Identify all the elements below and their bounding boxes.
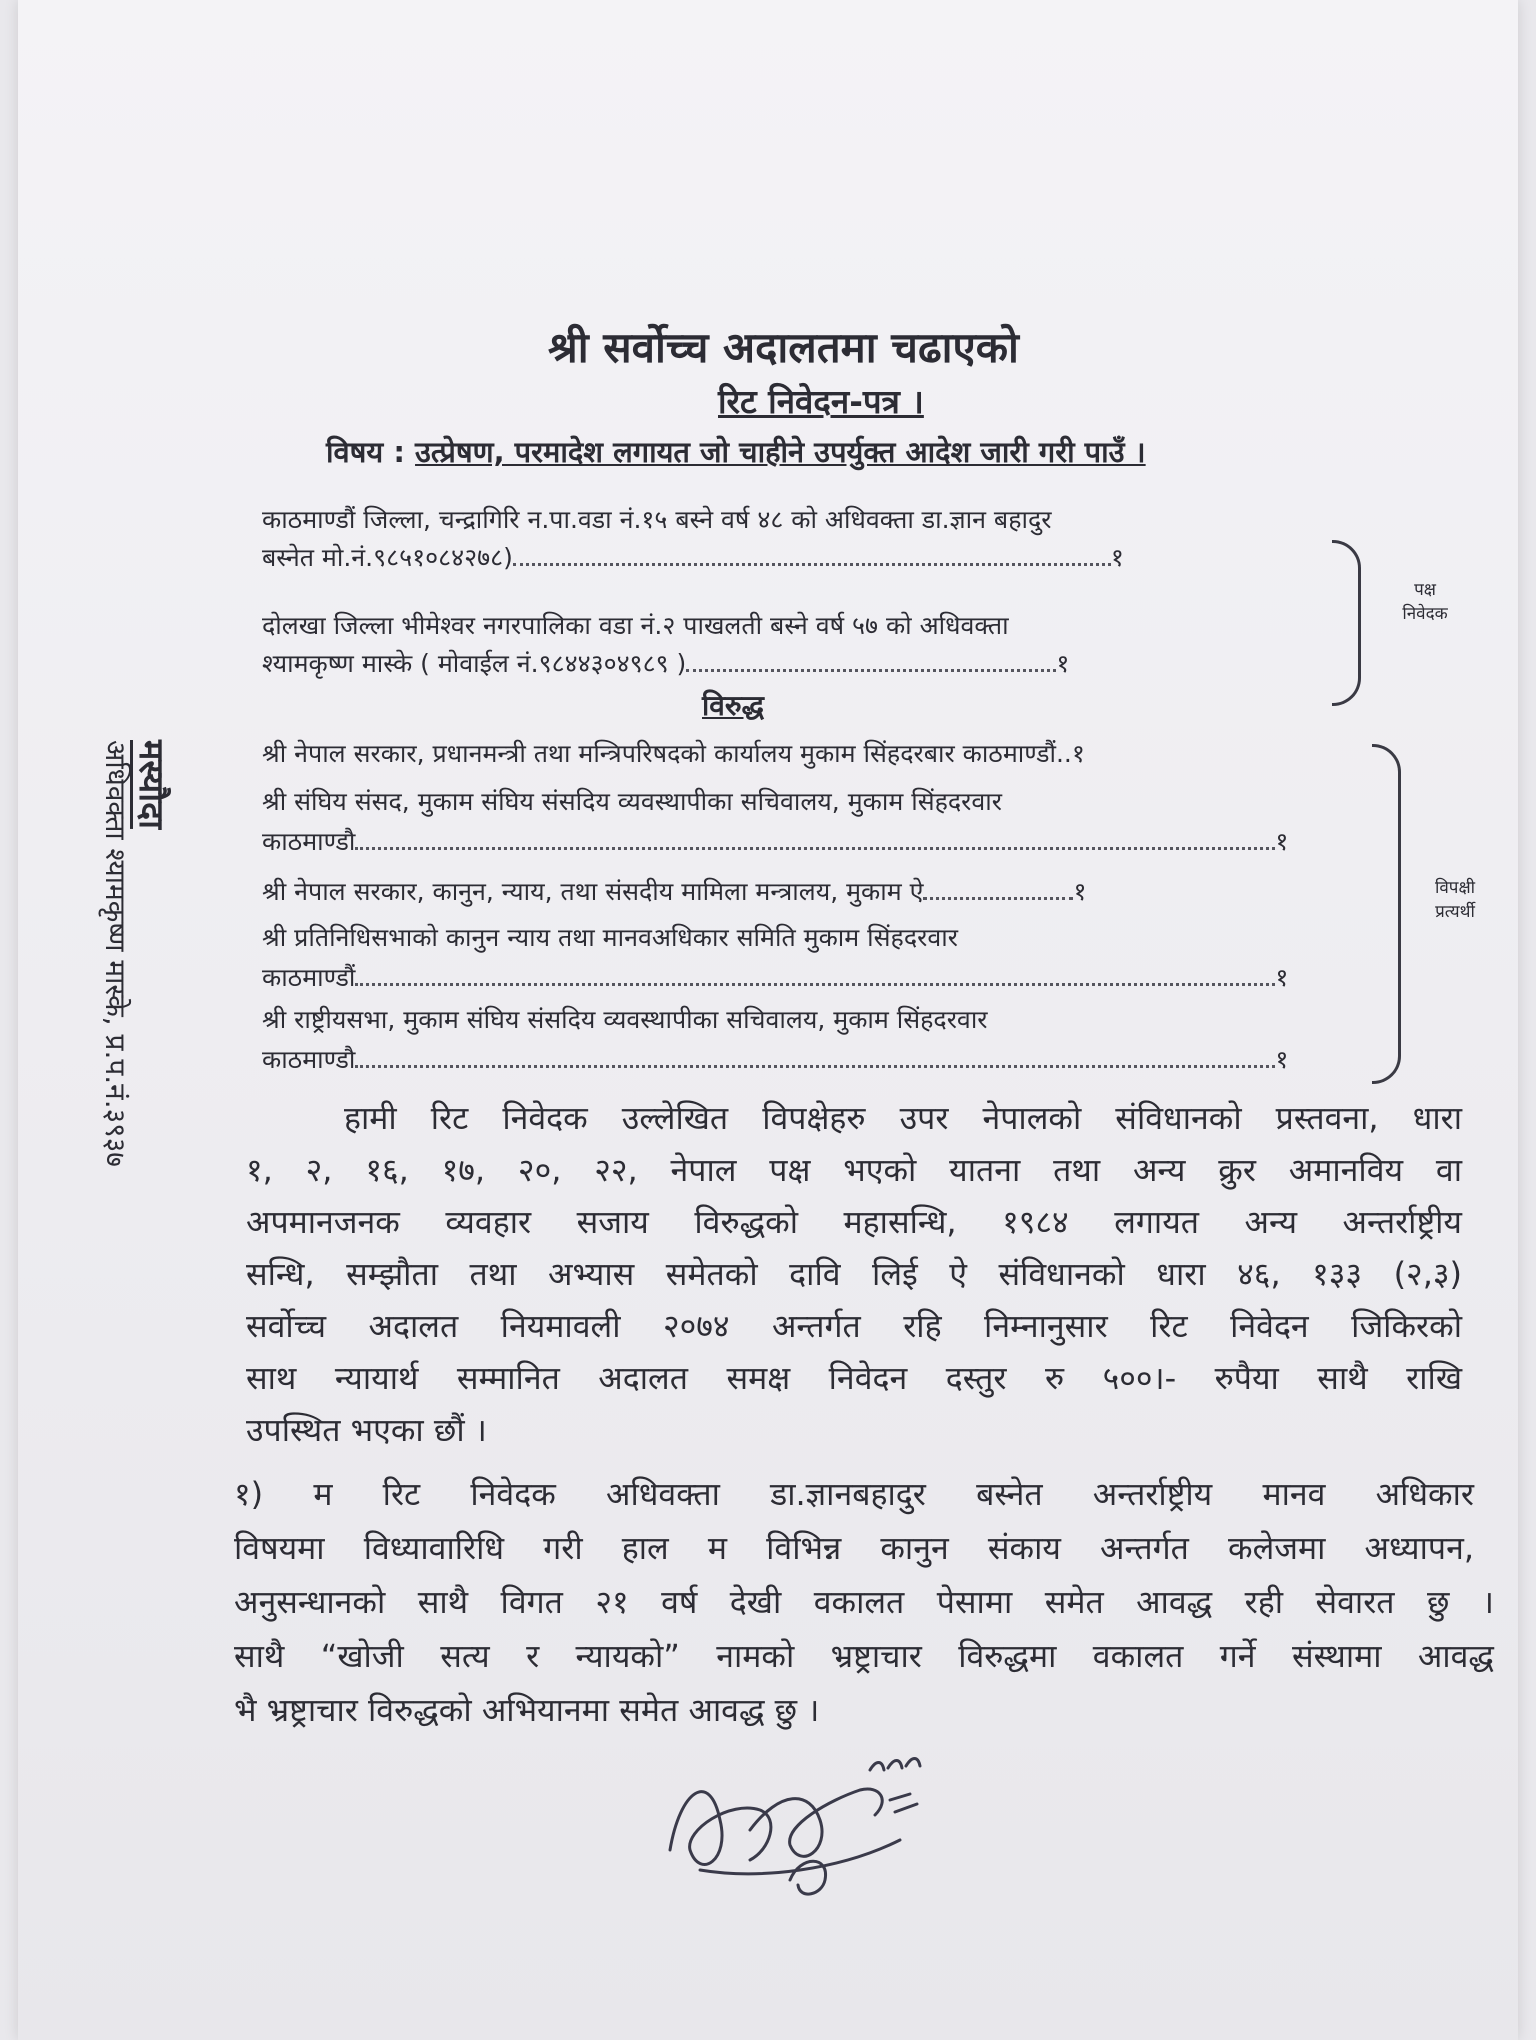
respondent-side-label [1416,876,1494,924]
respondent-5-number: १ [1275,1045,1289,1074]
respondent-4-line-1: श्री प्रतिनिधिसभाको कानुन न्याय तथा मानवअधिकार समिति मुकाम सिंहदरवार [262,923,958,952]
body-line: सन्धि, सम्झौता तथा अभ्यास समेतको दावि लिई ऐ संविधानको धारा ४६, १३३ (२,३) [246,1255,1462,1293]
margin-note [128,740,174,829]
petitioner-1-line-2 [262,540,1124,574]
respondent-5-line-1: श्री राष्ट्रीयसभा, मुकाम संघिय संसदिय व्यवस्थापीका सचिवालय, मुकाम सिंहदरवार [262,1005,988,1034]
respondent-4-line-2 [262,960,1288,994]
margin-note-title: मस्यौदा [131,740,171,829]
versus-label: विरुद्ध [702,689,764,722]
side-label-line: पक्ष [1414,580,1436,600]
petitioner-2-text: श्यामकृष्ण मास्के ( मोवाईल नं.९८४४३०४९८९ ) [262,649,687,678]
point-1-line: विषयमा विध्यावारिधि गरी हाल म विभिन्न कानुन संकाय अन्तर्गत कलेजमा अध्यापन, [234,1529,1474,1567]
body-line: सर्वोच्च अदालत नियमावली २०७४ अन्तर्गत रहि निम्नानुसार रिट निवेदन जिकिरको [246,1307,1462,1345]
respondent-3-text: श्री नेपाल सरकार, कानुन, न्याय, तथा संसदीय मामिला मन्त्रालय, मुकाम ऐ [262,877,924,906]
point-1-line: भै भ्रष्ट्राचार विरुद्धको अभियानमा समेत आवद्ध छु । [234,1691,820,1729]
subject-prefix: विषय : [326,435,405,469]
dot-leader [923,897,1073,900]
dot-leader [686,669,1056,672]
petitioner-1-line-1: काठमाण्डौं जिल्ला, चन्द्रागिरि न.पा.वडा नं.१५ बस्ने वर्ष ४८ को अधिवक्ता डा.ज्ञान बहादुर [262,505,1052,534]
signature-scribble [640,1730,980,1910]
dot-leader [355,1065,1275,1068]
document-subtitle: रिट निवेदन-पत्र । [718,382,924,421]
margin-note-text: अधिवक्ता श्यामकृष्ण मास्के, प्र.प.नं.३९३७ [99,740,132,1167]
respondent-4-number: १ [1275,963,1289,992]
dot-leader [355,983,1275,986]
document-title: श्री सर्वोच्च अदालतमा चढाएको [548,323,1019,372]
petitioner-1-number: १ [1110,543,1124,572]
respondent-5-line-2 [262,1042,1288,1076]
side-label-line: विपक्षी [1434,878,1476,898]
respondent-3-number: १ [1073,877,1087,906]
body-line: अपमानजनक व्यवहार सजाय विरुद्धको महासन्धि, १९८४ लगायत अन्य अन्तर्राष्ट्रीय [246,1203,1462,1241]
respondent-2-line-1: श्री संघिय संसद, मुकाम संघिय संसदिय व्यवस्थापीका सचिवालय, मुकाम सिंहदरवार [262,787,1002,816]
body-line: उपस्थित भएका छौं । [246,1411,487,1449]
respondent-bracket [1372,744,1401,1084]
dot-leader [355,847,1275,850]
side-label-line: प्रत्यर्थी [1435,902,1475,922]
respondent-5-text: काठमाण्डौ [262,1045,356,1074]
point-1-line: साथै “खोजी सत्य र न्यायको” नामको भ्रष्ट्राचार विरुद्धमा वकालत गर्ने संस्थामा आवद्ध [234,1637,1494,1675]
respondent-3 [262,874,1086,908]
point-1-line: १) म रिट निवेदक अधिवक्ता डा.ज्ञानबहादुर बस्नेत अन्तर्राष्ट्रीय मानव अधिकार [234,1475,1474,1513]
petitioner-2-line-1: दोलखा जिल्ला भीमेश्वर नगरपालिका वडा नं.२ पाखलती बस्ने वर्ष ५७ को अधिवक्ता [262,611,1009,640]
petitioner-1-text: बस्नेत मो.नं.९८५१०८४२७८) [262,543,513,572]
dot-leader [513,563,1111,566]
petitioner-2-line-2 [262,646,1069,680]
side-label-line: निवेदक [1402,604,1448,624]
respondent-2-number: १ [1275,827,1289,856]
subject-text: उत्प्रेषण, परमादेश लगायत जो चाहीने उपर्युक्त आदेश जारी गरी पाउँ । [415,435,1146,469]
respondent-1: श्री नेपाल सरकार, प्रधानमन्त्री तथा मन्त्रिपरिषदको कार्यालय मुकाम सिंहदरबार काठमाण्डौं..१ [262,739,1085,768]
respondent-4-text: काठमाण्डौं [262,963,356,992]
respondent-2-text: काठमाण्डौ [262,827,356,856]
respondent-2-line-2 [262,824,1288,858]
body-line: १, २, १६, १७, २०, २२, नेपाल पक्ष भएको यातना तथा अन्य क्रुर अमानविय वा [246,1151,1462,1189]
body-line: हामी रिट निवेदक उल्लेखित विपक्षेहरु उपर नेपालको संविधानको प्रस्तवना, धारा [344,1099,1462,1137]
petitioner-bracket [1332,540,1361,706]
petitioner-2-number: १ [1056,649,1070,678]
petitioner-side-label [1392,578,1458,626]
point-1-line: अनुसन्धानको साथै विगत २१ वर्ष देखी वकालत पेसामा समेत आवद्ध रही सेवारत छु । [234,1583,1494,1621]
subject-line [326,432,1146,471]
body-line: साथ न्यायार्थ सम्मानित अदालत समक्ष निवेदन दस्तुर रु ५००।- रुपैया साथै राखि [246,1359,1462,1397]
